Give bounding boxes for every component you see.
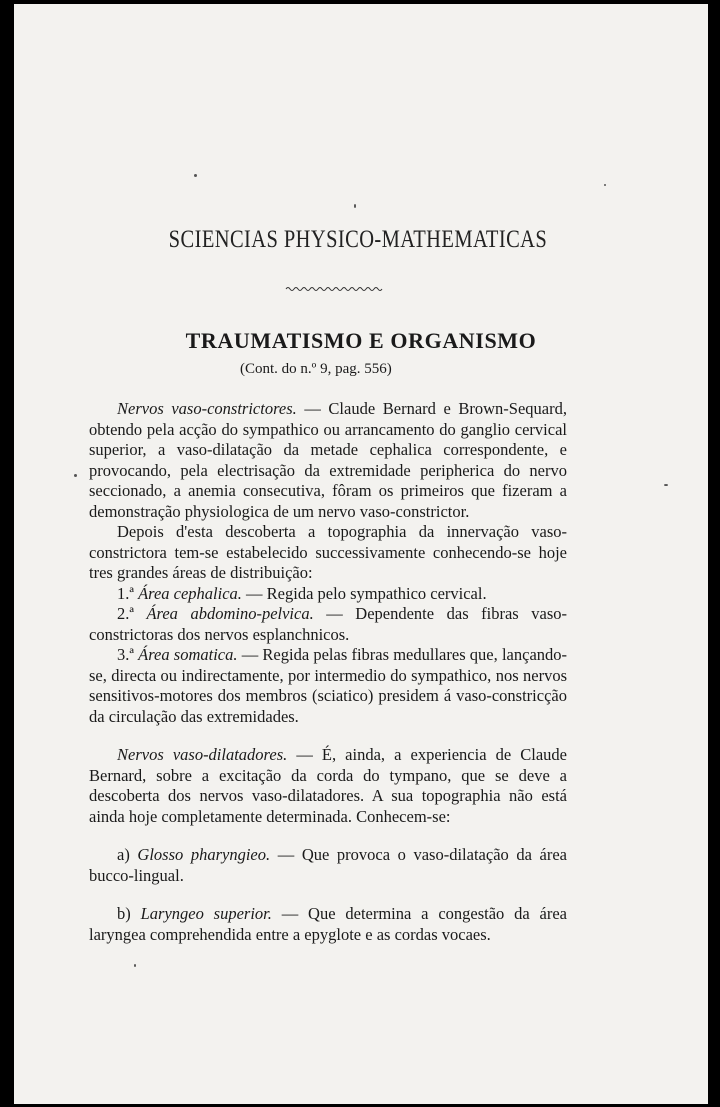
paragraph-text: Depois d'esta descoberta a topographia da innervação vaso-constrictora tem-se estabelecido successivamente conhecendo-se hoje tres grandes áreas de distribuição: [89,522,567,582]
paper-speck [194,174,197,177]
paragraph-lead: Nervos vaso-dilatadores. [117,745,288,764]
item-lead: Área somatica. [138,645,238,664]
paragraph-lead: Nervos vaso-constrictores. [117,399,297,418]
item-text: — Que provoca o vaso-dilatação da área bucco-lingual. [89,845,567,885]
paragraph-text: — Claude Bernard e Brown-Sequard, obtendo pela acção do sympathico ou arrancamento do ganglio cervical superior, a vaso-dilatação da metade cephalica correspondente, e provocando, pela electrisação da extremidade peripherica do nervo seccionado, a anemia consecutiva, fôram os primeiros que fizeram a demonstração physiologica de um nervo vaso-constrictor. [89,399,567,521]
item-text: — Dependente das fibras vaso-constrictoras dos nervos esplanchnicos. [89,604,567,644]
item-lead: Glosso pharyngieo. [137,845,271,864]
section-title: SCIENCIAS PHYSICO-MATHEMATICAS [168,226,548,253]
item-text: — Regida pelo sympathico cervical. [241,583,487,603]
ornament-divider [284,284,384,294]
paper-speck [74,474,77,477]
list-item-glosso-pharyngieo [89,845,567,886]
list-item-area-somatica [89,645,567,727]
item-lead: Área abdomino-pelvica. [146,604,314,623]
item-lead: Laryngeo superior. [140,904,272,923]
paper-speck [354,204,356,208]
article-title: TRAUMATISMO E ORGANISMO [185,328,537,353]
paragraph-nervos-vaso-dilatadores [89,745,567,827]
item-number: a) [117,845,130,864]
paragraph-nervos-vaso-constrictores [89,399,567,522]
item-number: 1.ª [117,583,134,603]
paper-speck [664,484,668,486]
item-number: 3.ª [117,645,134,664]
paper-speck [604,184,606,186]
list-item-area-abdomino-pelvica [89,604,567,645]
item-number: b) [117,904,131,923]
continuation-note: (Cont. do n.º 9, pag. 556) [240,361,392,377]
paragraph-text: — É, ainda, a experiencia de Claude Bernard, sobre a excitação da corda do tympano, que se deve a descoberta dos nervos vaso-dilatadores. A sua topographia não está ainda hoje completamente determinada. Conhecem-se: [89,745,567,826]
item-text: — Que determina a congestão da área laryngea comprehendida entre a epyglote e as cordas vocaes. [89,904,568,944]
item-number: 2.ª [117,604,134,623]
paragraph-topographia [89,522,567,584]
item-text: — Regida pelas fibras medullares que, lançando-se, directa ou indirectamente, por intermedio do sympathico, nos nervos sensitivos-motores dos membros (sciatico) presidem á vaso-constricção da circulação das extremidades. [89,645,568,726]
list-item-area-cephalica [89,584,567,605]
document-page [14,4,708,1104]
list-item-laryngeo-superior [89,904,567,945]
paper-speck [134,964,136,967]
article-body [89,399,567,945]
item-lead: Área cephalica. [138,583,242,603]
